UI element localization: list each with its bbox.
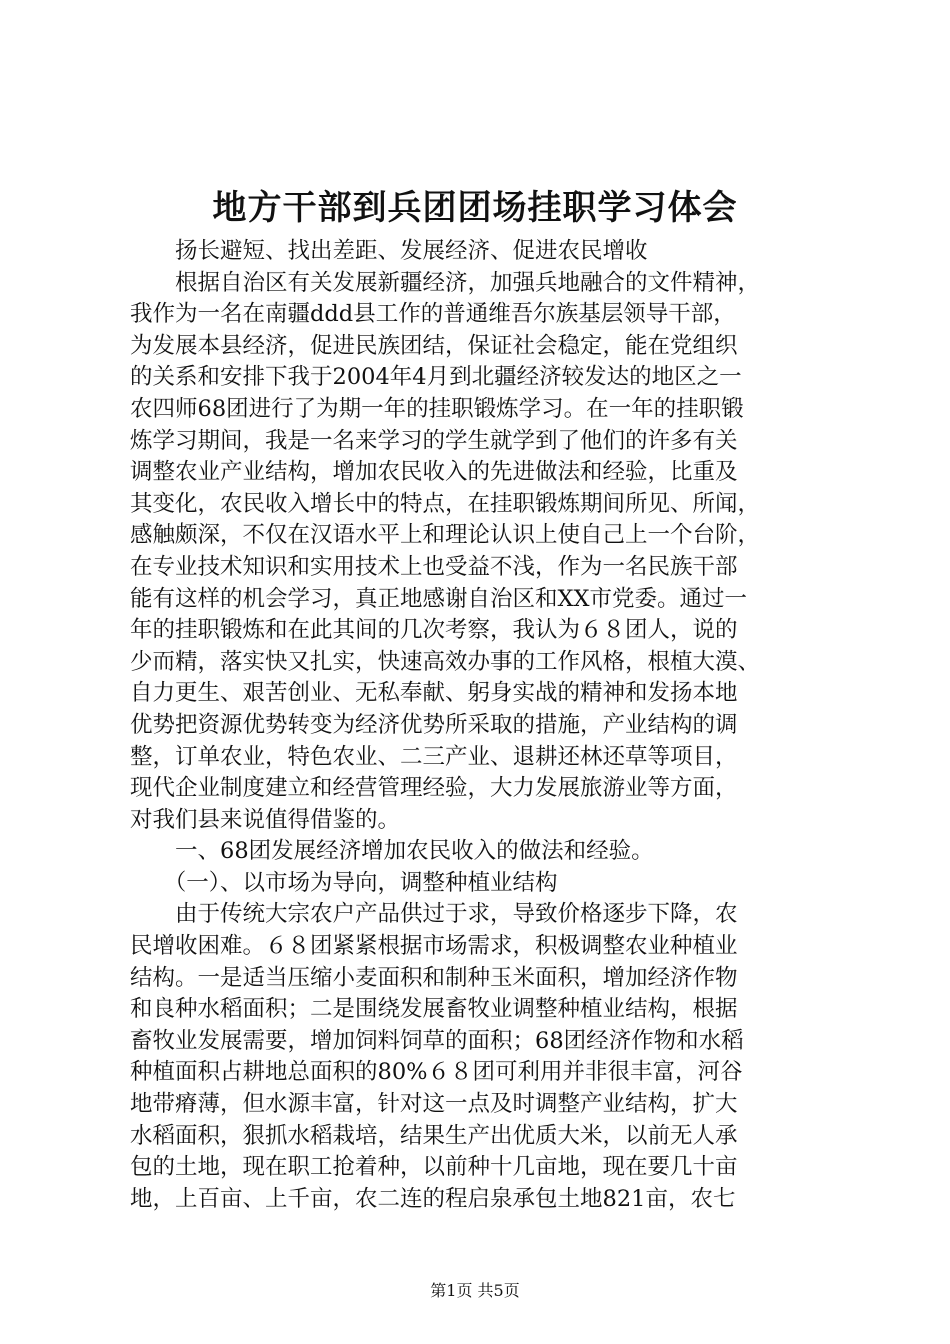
body-line: 根据自治区有关发展新疆经济，加强兵地融合的文件精神， — [130, 269, 761, 296]
document-body — [130, 236, 830, 1215]
body-line: 我作为一名在南疆ddd县工作的普通维吾尔族基层领导干部， — [130, 301, 736, 328]
body-line: 少而精，落实快又扎实，快速高效办事的工作风格，根植大漠、 — [130, 648, 761, 675]
body-line: 炼学习期间，我是一名来学习的学生就学到了他们的许多有关 — [130, 427, 738, 454]
body-line: 包的土地，现在职工抢着种，以前种十几亩地，现在要几十亩 — [130, 1154, 738, 1181]
body-line: 的关系和安排下我于2004年4月到北疆经济较发达的地区之一 — [130, 364, 742, 391]
body-line: 结构。一是适当压缩小麦面积和制种玉米面积，增加经济作物 — [130, 964, 738, 991]
body-line: 和良种水稻面积；二是围绕发展畜牧业调整种植业结构，根据 — [130, 996, 738, 1023]
body-line: 地，上百亩、上千亩，农二连的程启泉承包土地821亩，农七 — [130, 1185, 736, 1212]
page-number-footer: 第1页 共5页 — [430, 1281, 520, 1300]
body-line: 现代企业制度建立和经营管理经验，大力发展旅游业等方面， — [130, 775, 738, 802]
body-line: 由于传统大宗农户产品供过于求，导致价格逐步下降，农 — [130, 901, 738, 928]
body-line: 优势把资源优势转变为经济优势所采取的措施，产业结构的调 — [130, 711, 738, 738]
body-line: 调整农业产业结构，增加农民收入的先进做法和经验，比重及 — [130, 459, 738, 486]
body-line: 其变化，农民收入增长中的特点，在挂职锻炼期间所见、所闻， — [130, 490, 761, 517]
body-line: 农四师68团进行了为期一年的挂职锻炼学习。在一年的挂职锻 — [130, 395, 744, 422]
body-line: 水稻面积，狠抓水稻栽培，结果生产出优质大米，以前无人承 — [130, 1122, 738, 1149]
body-line: 为发展本县经济，促进民族团结，保证社会稳定，能在党组织 — [130, 332, 738, 359]
body-line: 对我们县来说值得借鉴的。 — [130, 806, 401, 833]
body-line: 自力更生、艰苦创业、无私奉献、躬身实战的精神和发扬本地 — [130, 680, 738, 707]
body-line: 能有这样的机会学习，真正地感谢自治区和XX市党委。通过一 — [130, 585, 748, 612]
body-line: 整，订单农业，特色农业、二三产业、退耕还林还草等项目， — [130, 743, 738, 770]
subsection-heading: （一）、以市场为导向，调整种植业结构 — [130, 869, 558, 896]
body-line: 年的挂职锻炼和在此其间的几次考察，我认为６８团人，说的 — [130, 617, 738, 644]
document-title: 地方干部到兵团团场挂职学习体会 — [212, 188, 738, 228]
body-line: 感触颇深，不仅在汉语水平上和理论认识上使自己上一个台阶， — [130, 522, 761, 549]
body-line: 种植面积占耕地总面积的80%６８团可利用并非很丰富，河谷 — [130, 1059, 743, 1086]
body-line: 在专业技术知识和实用技术上也受益不浅，作为一名民族干部 — [130, 553, 738, 580]
body-line: 地带瘠薄，但水源丰富，针对这一点及时调整产业结构，扩大 — [130, 1091, 738, 1118]
body-line: 扬长避短、找出差距、发展经济、促进农民增收 — [130, 238, 648, 264]
body-line: 民增收困难。６８团紧紧根据市场需求，积极调整农业种植业 — [130, 933, 738, 960]
section-heading: 一、68团发展经济增加农民收入的做法和经验。 — [130, 838, 654, 865]
body-line: 畜牧业发展需要，增加饲料饲草的面积；68团经济作物和水稻 — [130, 1027, 744, 1054]
